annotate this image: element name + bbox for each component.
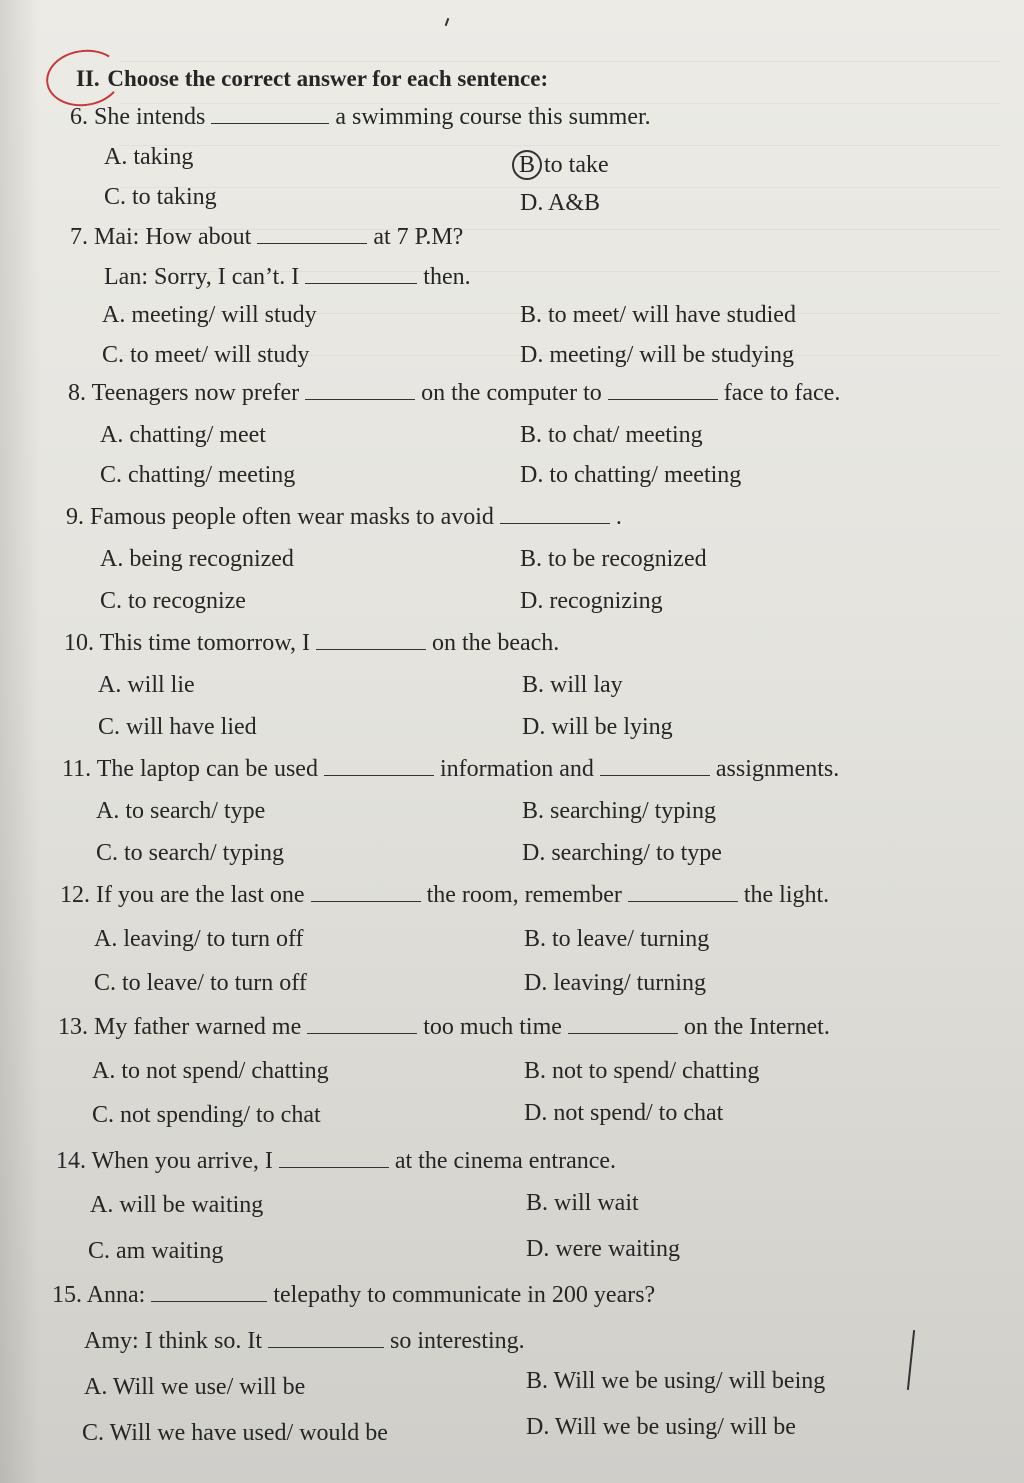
question-7-stem-2: Lan: Sorry, I can’t. I then. <box>104 264 471 290</box>
q11-option-c: C. to search/ typing <box>96 840 284 866</box>
red-circle-mark <box>42 45 125 111</box>
q7-option-b: B. to meet/ will have studied <box>520 302 796 328</box>
q6-option-d: D. A&B <box>520 190 601 216</box>
question-7-stem: 7. Mai: How about at 7 P.M? <box>70 224 464 250</box>
answer-blank <box>600 774 710 776</box>
question-9-stem: 9. Famous people often wear masks to avoid . <box>66 504 622 530</box>
q6-option-a: A. taking <box>104 144 194 170</box>
q11-option-b: B. searching/ typing <box>522 798 716 824</box>
question-10-stem: 10. This time tomorrow, I on the beach. <box>64 630 560 656</box>
q9-option-d: D. recognizing <box>520 588 663 614</box>
q15-option-b: B. Will we be using/ will being <box>526 1368 826 1394</box>
q14-option-c: C. am waiting <box>88 1238 224 1264</box>
answer-blank <box>324 774 434 776</box>
answer-blank <box>311 900 421 902</box>
answer-blank <box>279 1166 389 1168</box>
question-8-stem: 8. Teenagers now prefer on the computer to face to face. <box>68 380 841 406</box>
q7-option-a: A. meeting/ will study <box>102 302 317 328</box>
q14-option-d: D. were waiting <box>526 1236 680 1262</box>
q9-option-c: C. to recognize <box>100 588 246 614</box>
answer-blank <box>268 1346 384 1348</box>
q7-option-c: C. to meet/ will study <box>102 342 310 368</box>
q14-option-a: A. will be waiting <box>90 1192 264 1218</box>
question-14-stem: 14. When you arrive, I at the cinema entrance. <box>56 1148 617 1174</box>
answer-blank <box>608 398 718 400</box>
q12-option-a: A. leaving/ to turn off <box>94 926 304 952</box>
q13-option-b: B. not to spend/ chatting <box>524 1058 760 1084</box>
answer-blank <box>316 648 426 650</box>
q12-option-d: D. leaving/ turning <box>524 970 706 996</box>
q15-option-c: C. Will we have used/ would be <box>82 1420 388 1446</box>
q10-option-d: D. will be lying <box>522 714 673 740</box>
answer-blank <box>500 522 610 524</box>
question-15-stem: 15. Anna: telepathy to communicate in 200 years? <box>52 1282 656 1308</box>
question-15-stem-2: Amy: I think so. It so interesting. <box>84 1328 525 1354</box>
q7-option-d: D. meeting/ will be studying <box>520 342 794 368</box>
section-instruction: Choose the correct answer for each sentence: <box>107 66 549 91</box>
q6-option-c: C. to taking <box>104 184 217 210</box>
page-shadow <box>0 0 40 1483</box>
q8-option-a: A. chatting/ meet <box>100 422 266 448</box>
pen-mark <box>907 1330 915 1390</box>
answer-blank <box>151 1300 267 1302</box>
q9-option-a: A. being recognized <box>100 546 294 572</box>
section-heading <box>74 66 548 92</box>
question-13-stem: 13. My father warned me too much time on the Internet. <box>58 1014 830 1040</box>
q10-option-c: C. will have lied <box>98 714 257 740</box>
q12-option-b: B. to leave/ turning <box>524 926 710 952</box>
answer-blank <box>211 122 329 124</box>
q15-option-d: D. Will we be using/ will be <box>526 1414 796 1440</box>
q11-option-a: A. to search/ type <box>96 798 266 824</box>
q13-option-a: A. to not spend/ chatting <box>92 1058 329 1084</box>
q13-option-d: D. not spend/ to chat <box>524 1100 724 1126</box>
answer-blank <box>307 1032 417 1034</box>
q14-option-b: B. will wait <box>526 1190 639 1216</box>
answer-blank <box>305 398 415 400</box>
q8-option-d: D. to chatting/ meeting <box>520 462 742 488</box>
q11-option-d: D. searching/ to type <box>522 840 722 866</box>
question-6-stem: 6. She intends a swimming course this summer. <box>70 104 651 130</box>
q10-option-a: A. will lie <box>98 672 195 698</box>
circled-answer-b: B <box>512 150 542 180</box>
answer-blank <box>628 900 738 902</box>
question-12-stem: 12. If you are the last one the room, remember the light. <box>60 882 830 908</box>
answer-blank <box>568 1032 678 1034</box>
q8-option-c: C. chatting/ meeting <box>100 462 296 488</box>
q10-option-b: B. will lay <box>522 672 623 698</box>
q13-option-c: C. not spending/ to chat <box>92 1102 321 1128</box>
q15-option-a: A. Will we use/ will be <box>84 1374 306 1400</box>
section-number: II. <box>74 66 102 92</box>
q9-option-b: B. to be recognized <box>520 546 707 572</box>
q8-option-b: B. to chat/ meeting <box>520 422 703 448</box>
q6-option-b: B to take <box>512 150 609 180</box>
answer-blank <box>305 282 417 284</box>
answer-blank <box>257 242 367 244</box>
q12-option-c: C. to leave/ to turn off <box>94 970 307 996</box>
question-11-stem: 11. The laptop can be used information and assignments. <box>62 756 840 782</box>
